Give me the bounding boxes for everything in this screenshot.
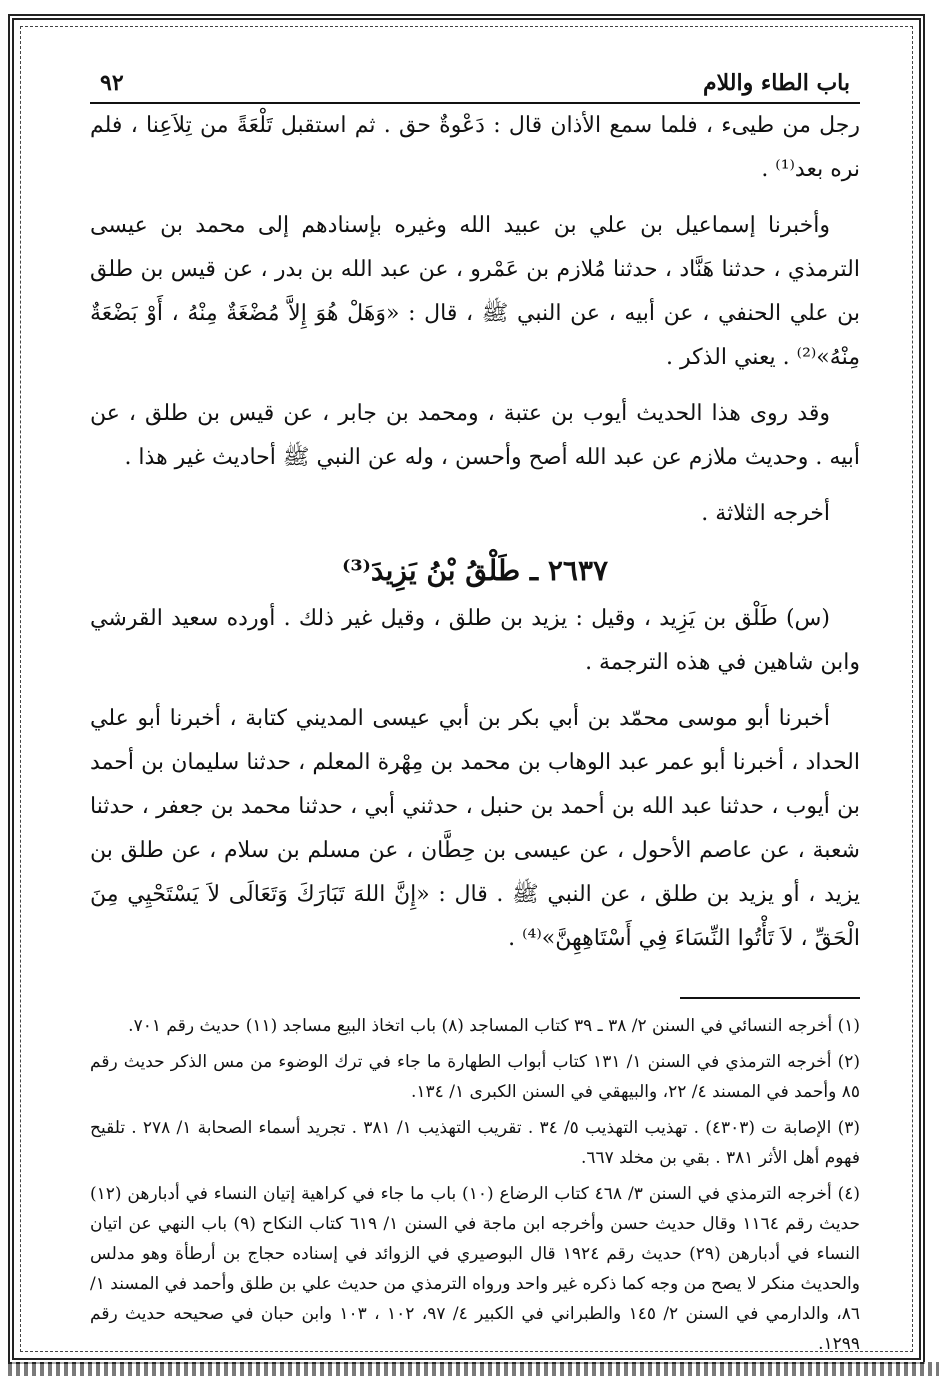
entry-title: ٢٦٣٧ ـ طَلْقُ بْنُ يَزِيدَ⁽³⁾: [341, 554, 609, 587]
footnote-separator: [680, 997, 860, 999]
footnote: (٣) الإصابة ت (٤٣٠٣) . تهذيب التهذيب ٥/ ٣٤ . تقريب التهذيب ١/ ٣٨١ . تجريد أسماء الصحابة ١/ ٢٧٨ . تلقيح فهوم أهل الأثر ٣٨١ . بقي بن مخلد ٦٦٧.: [90, 1118, 860, 1168]
footnote: (١) أخرجه النسائي في السنن ٢/ ٣٨ ـ ٣٩ كتاب المساجد (٨) باب اتخاذ البيع مساجد (١١) حديث رقم ٧٠١.: [128, 1016, 860, 1036]
page-body: [90, 70, 860, 1365]
page-number: ٩٢: [100, 70, 124, 96]
section-title: باب الطاء واللام: [703, 70, 850, 96]
paragraph: أخرجه الثلاثة .: [701, 501, 830, 526]
footnote: (٢) أخرجه الترمذي في السنن ١/ ١٣١ كتاب أبواب الطهارة ما جاء في ترك الوضوء من مس الذكر حديث رقم ٨٥ وأحمد في المسند ٤/ ٢٢، والبيهقي في السنن الكبرى ١/ ١٣٤.: [90, 1052, 861, 1102]
paragraph: وأخبرنا إسماعيل بن علي بن عبيد الله وغيره بإسنادهم إلى محمد بن عيسى الترمذي ، حدثنا هَنَّاد ، حدثنا مُلازم بن عَمْرو ، عن عبد الله بن بدر ، عن قيس بن طلق بن علي الحنفي ، عن أبيه ، عن النبي ﷺ ، قال : «وَهَلْ هُوَ إِلاَّ مُضْغَةٌ مِنْهُ ، أَوْ بَضْعَةٌ مِنْهُ»⁽²⁾ . يعني الذكر .: [90, 213, 860, 370]
paragraph: أخبرنا أبو موسى محمّد بن أبي بكر بن أبي عيسى المديني كتابة ، أخبرنا أبو علي الحداد ، أخبرنا أبو عمر عبد الوهاب بن محمد بن مِهْرة المعلم ، حدثنا سليمان بن أحمد بن أيوب ، حدثنا عبد الله بن أحمد بن حنبل ، حدثني أبي ، حدثنا محمد بن جعفر ، حدثنا شعبة ، عن عاصم الأحول ، عن عيسى بن حِطَّان ، عن مسلم بن سلام ، عن طلق بن يزيد ، أو يزيد بن طلق ، عن النبي ﷺ . قال : «إِنَّ اللهَ تَبَارَكَ وَتَعَالَى لاَ يَسْتَحْيِي مِنَ الْحَقِّ ، لاَ تَأْتُوا النِّسَاءَ فِي أَسْتَاهِهِنَّ»⁽⁴⁾ .: [90, 706, 860, 951]
paragraph: وقد روى هذا الحديث أيوب بن عتبة ، ومحمد بن جابر ، عن قيس بن طلق ، عن أبيه . وحديث ملازم عن عبد الله أصح وأحسن ، وله عن النبي ﷺ أحاديث غير هذا .: [90, 401, 860, 470]
footnote: (٤) أخرجه الترمذي في السنن ٣/ ٤٦٨ كتاب الرضاع (١٠) باب ما جاء في كراهية إتيان النساء في أدبارهن (١٢) حديث رقم ١١٦٤ وقال حديث حسن وأخرجه ابن ماجة في السنن ١/ ٦١٩ كتاب النكاح (٩) باب النهي عن اتيان النساء في أدبارهن (٢٩) حديث رقم ١٩٢٤ قال البوصيري في الزوائد في إسناده حجاج بن أرطأة وهو مدلس والحديث منكر لا يصح من وجه كما ذكره غير واحد ورواه الترمذي من حديث علي بن طلق وأحمد في المسند ١/ ٨٦، والدارمي في السنن ٢/ ١٤٥ والطبراني في الكبير ٤/ ٩٧، ١٠٢ ، ١٠٣ وابن حبان في صحيحه حديث رقم ١٢٩٩.: [90, 1184, 861, 1354]
paragraph: (س) طَلْق بن يَزِيد ، وقيل : يزيد بن طلق ، وقيل غير ذلك . أورده سعيد القرشي وابن شاهين في هذه الترجمة .: [90, 606, 860, 675]
running-header: [90, 70, 860, 104]
paragraph: رجل من طيىء ، فلما سمع الأذان قال : دَعْوةٌ حق . ثم استقبل تَلْعَةً من تِلاَعِنا ، فلم نره بعد⁽¹⁾ .: [90, 113, 860, 182]
